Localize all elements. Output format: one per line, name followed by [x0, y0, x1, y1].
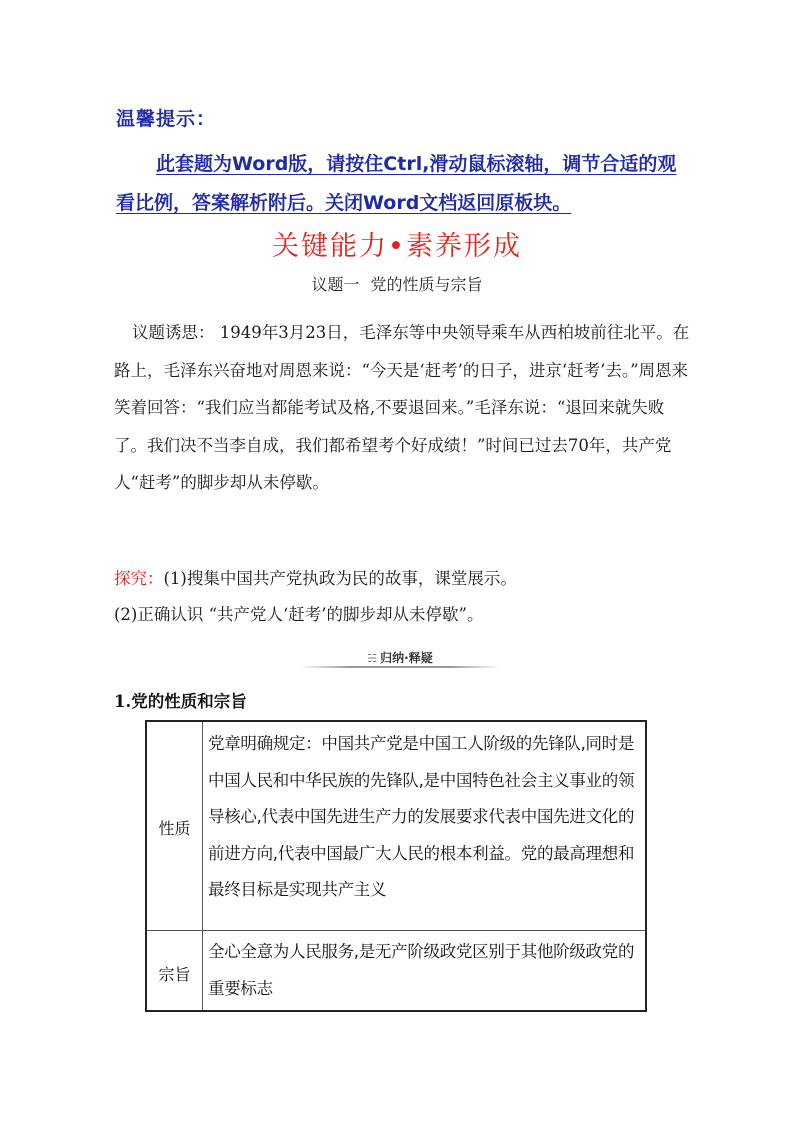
book-icon: ☵: [367, 652, 378, 665]
intro-paragraph: 议题诱思： 1949年3月23日，毛泽东等中央领导乘车从西柏坡前往北平。在路上，毛泽东兴奋地对周恩来说：“今天是‘赶考’的日子，进京‘赶考’去。”周恩来笑着回答：“我们应当都能考试及格,不要退回来。”毛泽东说：“退回来就失败了。我们决不当李自成，我们都希望考个好成绩！”时间已过去70年，共产党人“赶考”的脚步却从未停歇。: [114, 323, 690, 492]
summary-label: 归纳·释疑: [380, 651, 433, 665]
table-row-divider: [147, 930, 645, 931]
explore-item-1-text: (1)搜集中国共产党执政为民的故事，课堂展示。: [163, 569, 517, 588]
table-row-text-nature: 党章明确规定：中国共产党是中国工人阶级的先锋队,同时是中国人民和中华民族的先锋队,是中国特色社会主义事业的领导核心,代表中国先进生产力的发展要求代表中国先进文化的前进方向,代表中国最广大人民的根本利益。党的最高理想和最终目标是实现共产主义: [208, 734, 635, 899]
tip-body: 此套题为Word版，请按住Ctrl,滑动鼠标滚轴，调节合适的观看比例，答案解析附后。关闭Word文档返回原板块。: [116, 153, 677, 214]
section-title: 关键能力•素养形成: [272, 231, 522, 262]
nature-purpose-table: [145, 720, 647, 1012]
summary-heading: [300, 649, 500, 666]
table-row-text-purpose: 全心全意为人民服务,是无产阶级政党区别于其他阶级政党的重要标志: [208, 942, 635, 998]
table-row-label-purpose: 宗旨: [158, 965, 191, 984]
table-column-divider: [202, 722, 203, 1010]
sub-heading: 1.党的性质和宗旨: [114, 692, 247, 711]
explore-item-1: [114, 561, 694, 597]
summary-divider: [300, 648, 500, 668]
explore-block: [114, 561, 694, 633]
topic-title: 议题一 党的性质与宗旨: [311, 275, 483, 294]
explore-item-2: (2)正确认识 “共产党人‘赶考’的脚步却从未停歇”。: [114, 605, 484, 624]
table-row-label-nature: 性质: [158, 819, 191, 838]
summary-line: [300, 666, 500, 668]
tip-title: 温馨提示：: [116, 108, 217, 130]
explore-label: 探究：: [114, 569, 164, 588]
